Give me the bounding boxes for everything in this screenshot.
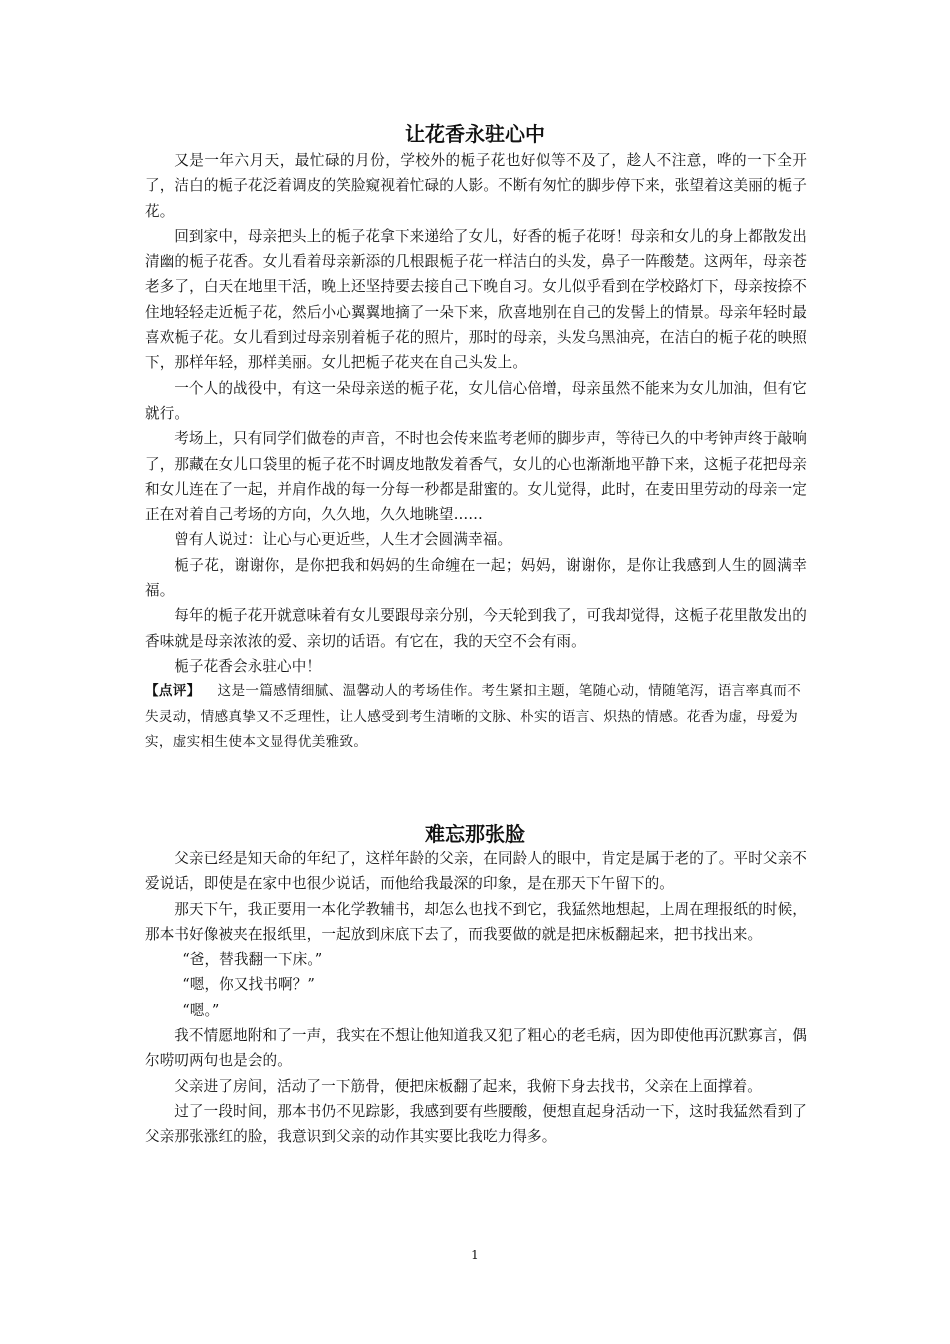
essay2-paragraph-4: 父亲进了房间，活动了一下筋骨，便把床板翻了起来，我俯下身去找书，父亲在上面撑着。 bbox=[174, 1077, 762, 1095]
essay1-paragraph-5: 曾有人说过：让心与心更近些，人生才会圆满幸福。 bbox=[174, 531, 513, 549]
essay2-paragraph-1: 父亲已经是知天命的年纪了，这样年龄的父亲，在同龄人的眼中，肯定是属于老的了。平时父亲不爱说话，即使是在家中也很少说话，而他给我最深的印象，是在那天下午留下的。 bbox=[145, 850, 807, 893]
essay1-paragraph-1: 又是一年六月天，最忙碌的月份，学校外的栀子花也好似等不及了，趁人不注意，哗的一下全开了，洁白的栀子花泛着调皮的笑脸窥视着忙碌的人影。不断有匆忙的脚步停下来，张望着这美丽的栀子花。 bbox=[145, 152, 807, 220]
essay1-paragraph-7: 每年的栀子花开就意味着有女儿要跟母亲分别，今天轮到我了，可我却觉得，这栀子花里散发出的香味就是母亲浓浓的爱、亲切的话语。有它在，我的天空不会有雨。 bbox=[145, 607, 807, 650]
essay2-dialogue-3: “嗯。” bbox=[182, 1001, 220, 1019]
essay1-title: 让花香永驻心中 bbox=[405, 122, 545, 146]
essay1-paragraph-2: 回到家中，母亲把头上的栀子花拿下来递给了女儿，好香的栀子花呀！母亲和女儿的身上都散发出清幽的栀子花香。女儿看着母亲新添的几根跟栀子花一样洁白的头发，鼻子一阵酸楚。这两年，母亲苍老多了，白天在地里干活，晚上还坚持要去接自己下晚自习。女儿似乎看到在学校路灯下，母亲按捺不住地轻轻走近栀子花，然后小心翼翼地摘了一朵下来，欣喜地别在自己的发髻上的情景。母亲年轻时最喜欢栀子花。女儿看到过母亲别着栀子花的照片，那时的母亲，头发乌黑油亮，在洁白的栀子花的映照下，那样年轻，那样美丽。女儿把栀子花夹在自己头发上。 bbox=[145, 227, 807, 372]
essay2-dialogue-2: “嗯，你又找书啊？” bbox=[182, 976, 315, 994]
essay1-paragraph-8: 栀子花香会永驻心中！ bbox=[174, 657, 322, 675]
essay2-body bbox=[145, 846, 807, 1150]
essay1-paragraph-3: 一个人的战役中，有这一朵母亲送的栀子花，女儿信心倍增，母亲虽然不能来为女儿加油，但有它就行。 bbox=[145, 379, 807, 422]
essay1-comment bbox=[145, 679, 807, 755]
comment-tag: 【点评】 bbox=[145, 683, 201, 700]
essay1-paragraph-4: 考场上，只有同学们做卷的声音，不时也会传来监考老师的脚步声，等待已久的中考钟声终于敲响了，那藏在女儿口袋里的栀子花不时调皮地散发着香气，女儿的心也渐渐地平静下来，这栀子花把母亲和女儿连在了一起，并肩作战的每一分每一秒都是甜蜜的。女儿觉得，此时，在麦田里劳动的母亲一定正在对着自己考场的方向，久久地，久久地眺望…… bbox=[145, 430, 807, 524]
essay2-dialogue-1: “爸，替我翻一下床。” bbox=[182, 951, 323, 969]
essay1-paragraph-6: 栀子花，谢谢你，是你把我和妈妈的生命缠在一起；妈妈，谢谢你，是你让我感到人生的圆满幸福。 bbox=[145, 556, 807, 600]
essay1-body bbox=[145, 148, 807, 755]
essay2-paragraph-2: 那天下午，我正要用一本化学教辅书，却怎么也找不到它，我猛然地想起，上周在理报纸的时候，那本书好像被夹在报纸里，一起放到床底下去了，而我要做的就是把床板翻起来，把书找出来。 bbox=[145, 900, 807, 943]
page-number: 1 bbox=[471, 1248, 479, 1262]
essay2-title: 难忘那张脸 bbox=[425, 822, 525, 846]
comment-text: 这是一篇感情细腻、温馨动人的考场佳作。考生紧扣主题，笔随心动，情随笔泻，语言率真而不失灵动，情感真挚又不乏理性，让人感受到考生清晰的文脉、朴实的语言、炽热的情感。花香为虚，母爱为实，虚实相生使本文显得优美雅致。 bbox=[145, 683, 802, 750]
essay2-paragraph-3: 我不情愿地附和了一声，我实在不想让他知道我又犯了粗心的老毛病，因为即使他再沉默寡言，偶尔唠叨两句也是会的。 bbox=[145, 1027, 807, 1070]
essay2-paragraph-5: 过了一段时间，那本书仍不见踪影，我感到要有些腰酸，便想直起身活动一下，这时我猛然看到了父亲那张涨红的脸，我意识到父亲的动作其实要比我吃力得多。 bbox=[145, 1102, 807, 1146]
